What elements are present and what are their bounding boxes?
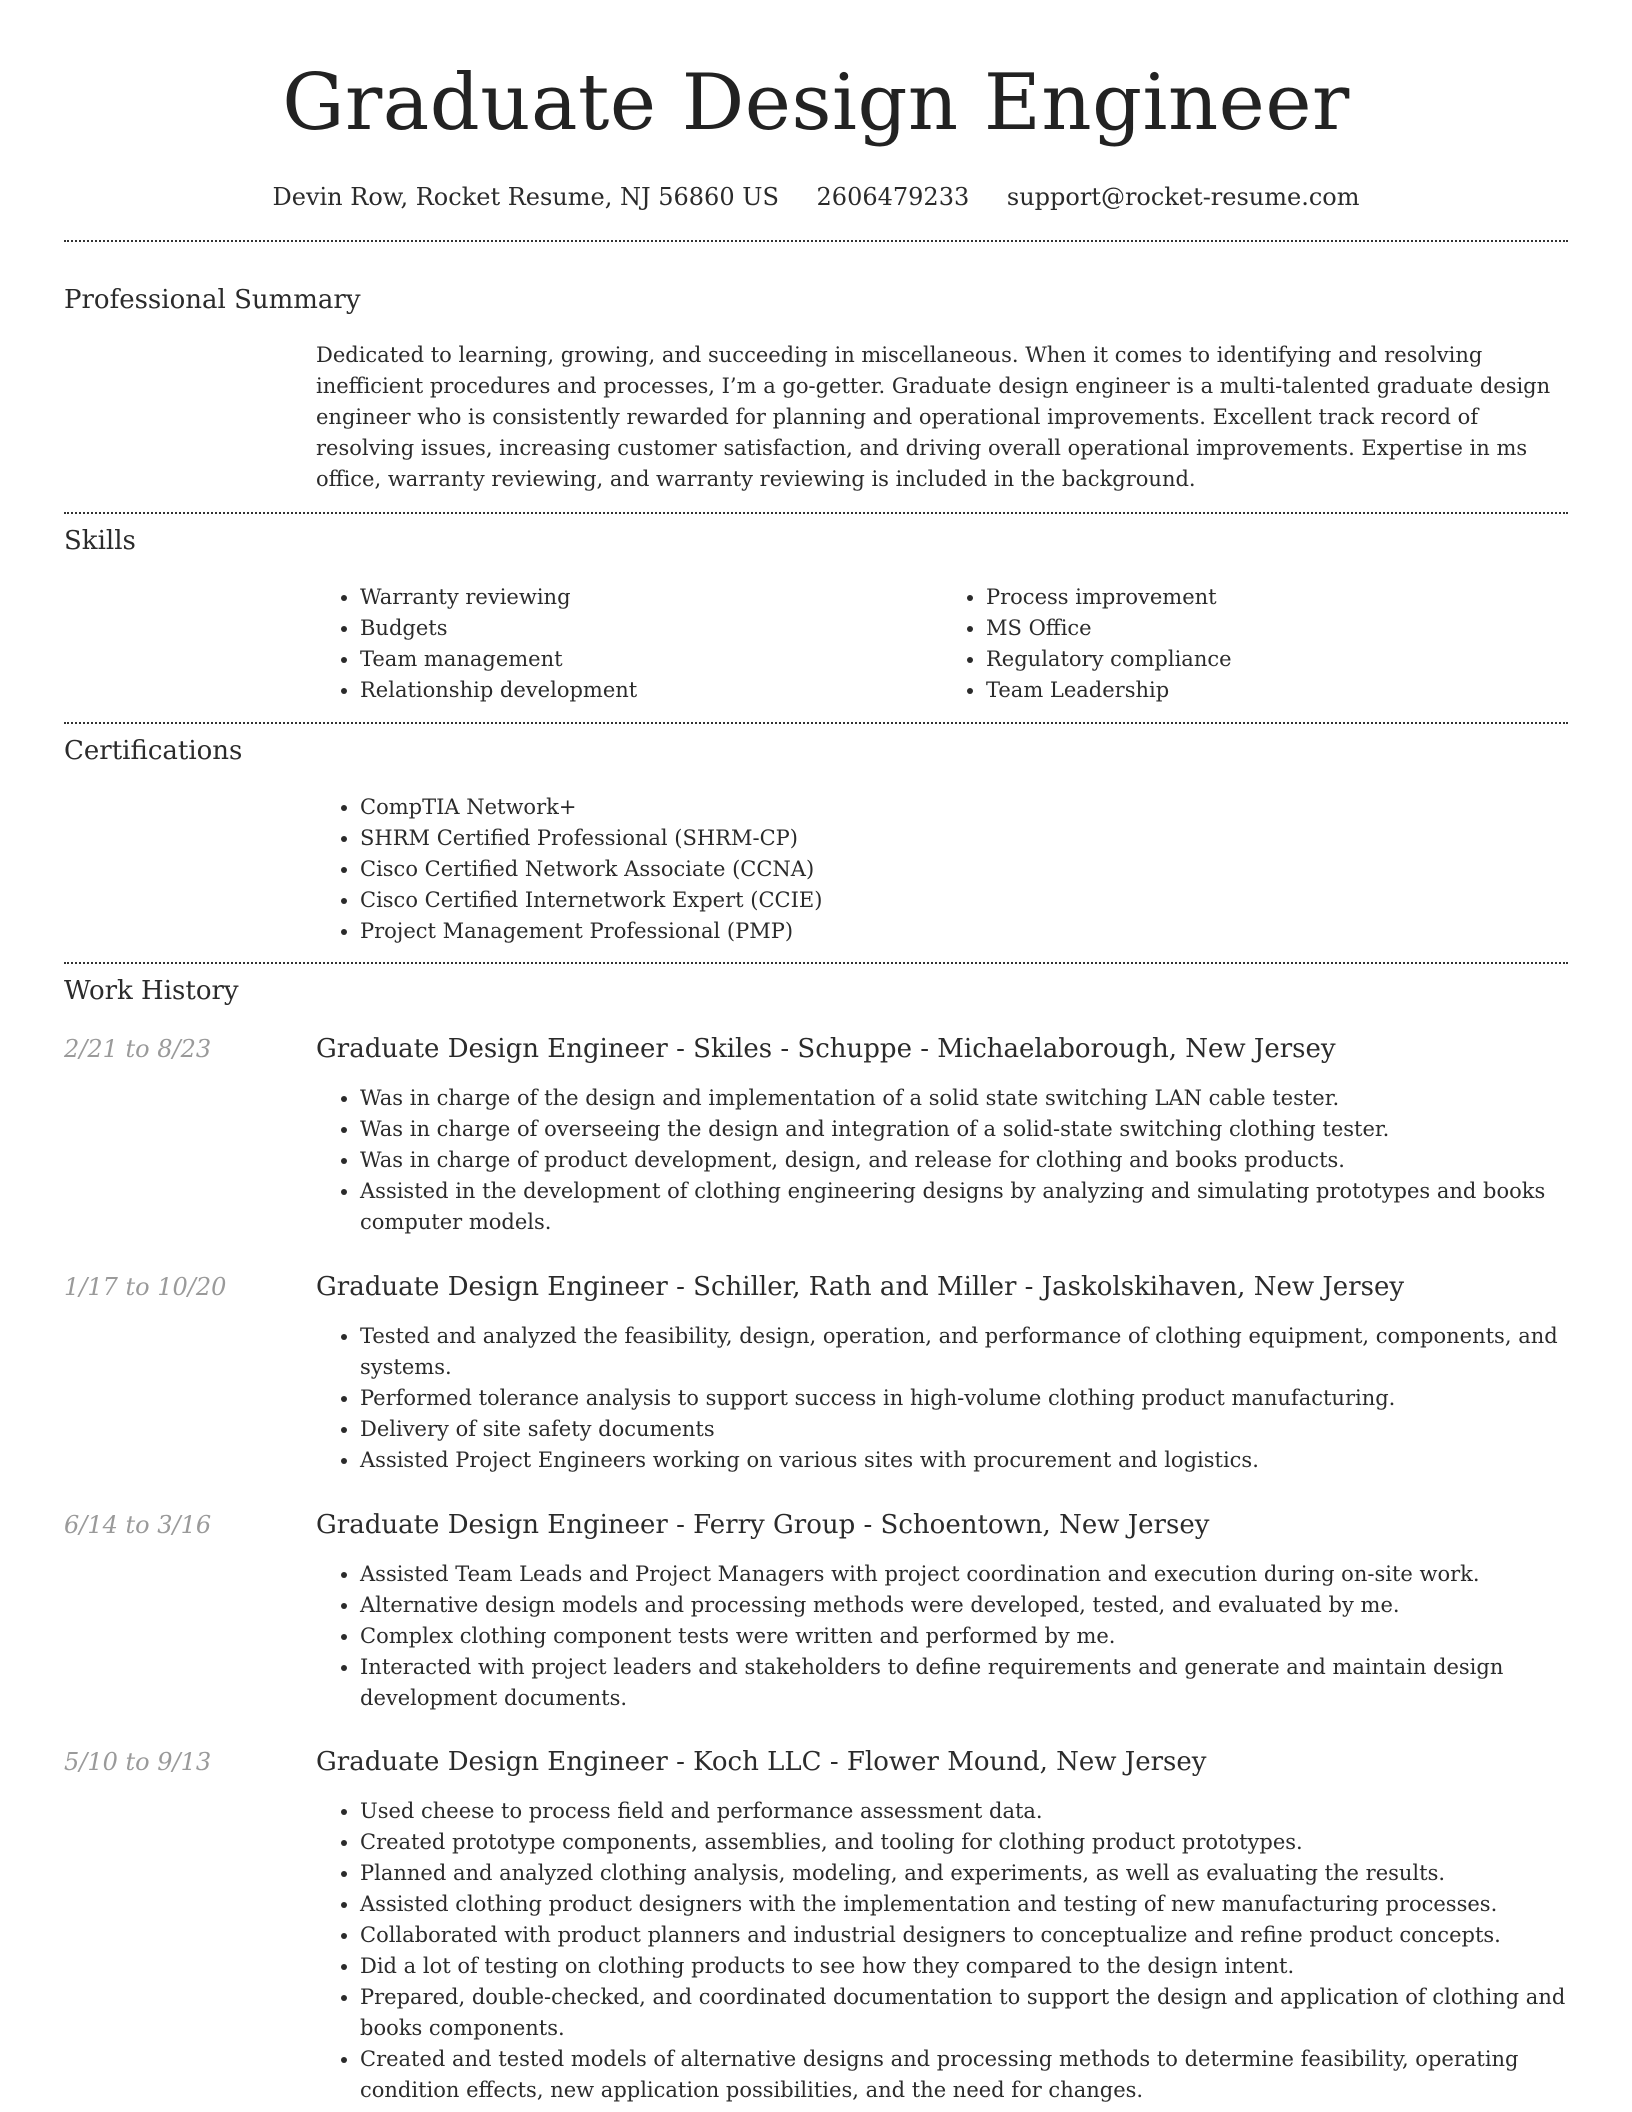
certification-item: • Project Management Professional (PMP)	[360, 916, 1568, 947]
job-bullets	[316, 1321, 1568, 1476]
skill-item: • Relationship development	[360, 675, 942, 706]
skill-item: • Regulatory compliance	[986, 644, 1568, 675]
job-bullet: • Assisted Project Engineers working on various sites with procurement and logistics.	[360, 1445, 1568, 1476]
job-bullet: • Planned and analyzed clothing analysis, modeling, and experiments, as well as evaluating the results.	[360, 1858, 1568, 1889]
section-divider	[64, 962, 1568, 964]
section-divider	[64, 240, 1568, 242]
job-bullet: • Created prototype components, assemblies, and tooling for clothing product prototypes.	[360, 1827, 1568, 1858]
summary-heading: Professional Summary	[64, 285, 361, 315]
certification-item: • Cisco Certified Network Associate (CCNA)	[360, 854, 1568, 885]
candidate-name: Graduate Design Engineer	[282, 58, 1350, 148]
job-dates: 6/14 to 3/16	[64, 1511, 212, 1539]
job-bullet: • Assisted clothing product designers with the implementation and testing of new manufacturing processes.	[360, 1889, 1568, 1920]
job-bullets	[316, 1559, 1568, 1714]
job-heading: Graduate Design Engineer - Koch LLC - Flower Mound, New Jersey	[316, 1747, 1207, 1777]
job-heading: Graduate Design Engineer - Schiller, Rath and Miller - Jaskolskihaven, New Jersey	[316, 1272, 1405, 1302]
job-heading: Graduate Design Engineer - Skiles - Schuppe - Michaelaborough, New Jersey	[316, 1034, 1336, 1064]
skill-item: • Warranty reviewing	[360, 582, 942, 613]
skills-list	[316, 582, 1568, 706]
certification-item: • CompTIA Network+	[360, 792, 1568, 823]
job-bullet: • Prepared, double-checked, and coordinated documentation to support the design and application of clothing and books components.	[360, 1982, 1568, 2044]
skills-heading: Skills	[64, 526, 136, 556]
skills-column-right	[942, 582, 1568, 706]
job-heading: Graduate Design Engineer - Ferry Group - Schoentown, New Jersey	[316, 1510, 1210, 1540]
contact-phone: 2606479233	[816, 183, 970, 211]
skills-column-left	[316, 582, 942, 706]
certification-item: • Cisco Certified Internetwork Expert (CCIE)	[360, 885, 1568, 916]
job-bullet: • Did a lot of testing on clothing products to see how they compared to the design intent.	[360, 1951, 1568, 1982]
summary-text: Dedicated to learning, growing, and succeeding in miscellaneous. When it comes to identifying and resolving inefficient procedures and processes, I’m a go-getter. Graduate design engineer is a multi-talented graduate design engineer who is consistently rewarded for planning and operational improvements. Excellent track record of resolving issues, increasing customer satisfaction, and driving overall operational improvements. Expertise in ms office, warranty reviewing, and warranty reviewing is included in the background.	[316, 343, 1551, 491]
job-bullet: • Alternative design models and processing methods were developed, tested, and evaluated by me.	[360, 1590, 1568, 1621]
certification-item: • SHRM Certified Professional (SHRM-CP)	[360, 823, 1568, 854]
job-bullets	[316, 1796, 1568, 2106]
job-bullet: • Was in charge of product development, design, and release for clothing and books products.	[360, 1145, 1568, 1176]
job-bullet: • Assisted Team Leads and Project Managers with project coordination and execution during on-site work.	[360, 1559, 1568, 1590]
skill-item: • Budgets	[360, 613, 942, 644]
job-bullets	[316, 1083, 1568, 1238]
work-history-heading: Work History	[64, 976, 239, 1006]
job-bullet: • Assisted in the development of clothing engineering designs by analyzing and simulating prototypes and books computer models.	[360, 1176, 1568, 1238]
certifications-list	[316, 792, 1568, 947]
job-bullet: • Used cheese to process field and performance assessment data.	[360, 1796, 1568, 1827]
certifications-heading: Certifications	[64, 736, 243, 766]
skill-item: • Process improvement	[986, 582, 1568, 613]
job-bullet: • Interacted with project leaders and stakeholders to define requirements and generate and maintain design development documents.	[360, 1652, 1568, 1714]
job-bullet: • Tested and analyzed the feasibility, design, operation, and performance of clothing equipment, components, and systems.	[360, 1321, 1568, 1383]
job-bullet: • Was in charge of the design and implementation of a solid state switching LAN cable tester.	[360, 1083, 1568, 1114]
contact-line	[0, 180, 1632, 214]
job-bullet: • Collaborated with product planners and industrial designers to conceptualize and refine product concepts.	[360, 1920, 1568, 1951]
skill-item: • Team management	[360, 644, 942, 675]
job-dates: 5/10 to 9/13	[64, 1748, 212, 1776]
job-bullet: • Delivery of site safety documents	[360, 1414, 1568, 1445]
job-bullet: • Performed tolerance analysis to support success in high-volume clothing product manufacturing.	[360, 1383, 1568, 1414]
job-bullet: • Created and tested models of alternative designs and processing methods to determine feasibility, operating condition effects, new application possibilities, and the need for changes.	[360, 2044, 1568, 2106]
job-dates: 1/17 to 10/20	[64, 1273, 227, 1301]
resume-header	[0, 0, 1632, 214]
job-dates: 2/21 to 8/23	[64, 1035, 212, 1063]
skill-item: • Team Leadership	[986, 675, 1568, 706]
skill-item: • MS Office	[986, 613, 1568, 644]
section-divider	[64, 512, 1568, 514]
section-divider	[64, 722, 1568, 724]
contact-email: support@rocket-resume.com	[1006, 183, 1360, 211]
job-bullet: • Was in charge of overseeing the design and integration of a solid-state switching clothing tester.	[360, 1114, 1568, 1145]
contact-address: Devin Row, Rocket Resume, NJ 56860 US	[272, 183, 779, 211]
job-bullet: • Complex clothing component tests were written and performed by me.	[360, 1621, 1568, 1652]
